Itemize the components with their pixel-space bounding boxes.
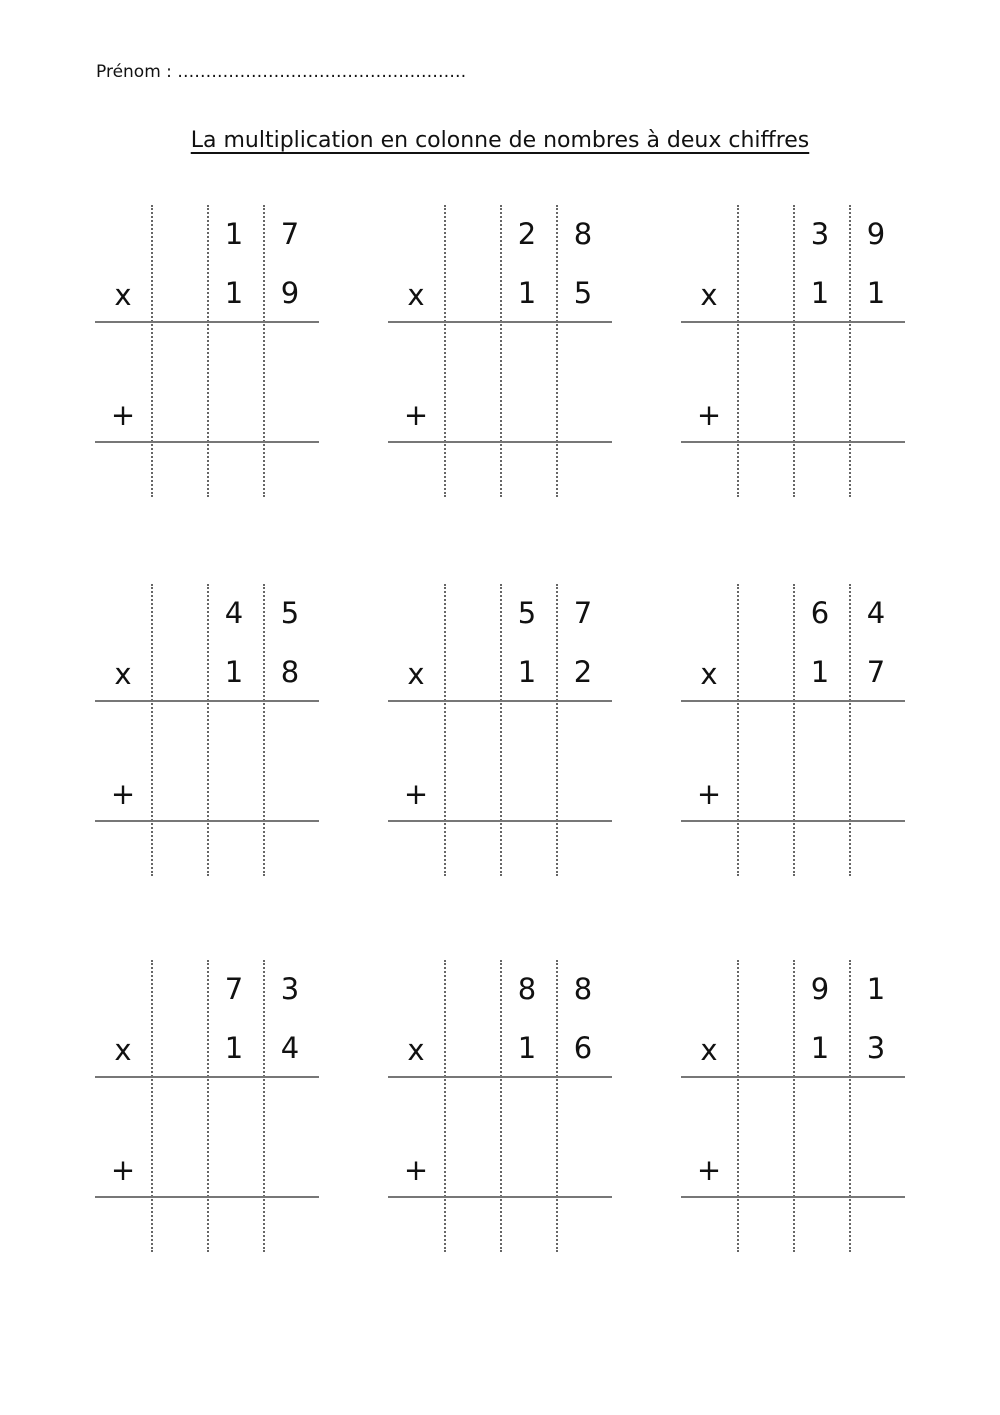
plus-sign: + — [403, 398, 429, 432]
plus-sign: + — [110, 1153, 136, 1187]
operation-rule — [388, 700, 612, 702]
multiplicand-units: 8 — [573, 972, 593, 1006]
times-sign: x — [700, 278, 718, 312]
column-divider — [444, 205, 446, 497]
column-divider — [444, 960, 446, 1252]
plus-sign: + — [110, 398, 136, 432]
multiplier-units: 2 — [573, 655, 593, 689]
column-divider — [737, 960, 739, 1252]
problem-6 — [681, 584, 907, 876]
plus-sign: + — [110, 777, 136, 811]
multiplicand-tens: 1 — [224, 217, 244, 251]
plus-sign: + — [403, 1153, 429, 1187]
multiplicand-units: 7 — [280, 217, 300, 251]
times-sign: x — [407, 1033, 425, 1067]
sum-rule — [681, 1196, 905, 1198]
multiplicand-tens: 3 — [810, 217, 830, 251]
multiplier-units: 9 — [280, 276, 300, 310]
operation-rule — [681, 321, 905, 323]
plus-sign: + — [696, 398, 722, 432]
operation-rule — [388, 321, 612, 323]
worksheet-title: La multiplication en colonne de nombres à deux chiffres — [190, 128, 810, 153]
times-sign: x — [114, 278, 132, 312]
multiplier-tens: 1 — [517, 1031, 537, 1065]
sum-rule — [95, 441, 319, 443]
multiplicand-tens: 5 — [517, 596, 537, 630]
multiplicand-units: 1 — [866, 972, 886, 1006]
column-divider — [151, 584, 153, 876]
problem-2 — [388, 205, 614, 497]
sum-rule — [95, 820, 319, 822]
multiplier-units: 5 — [573, 276, 593, 310]
multiplier-units: 8 — [280, 655, 300, 689]
multiplier-units: 7 — [866, 655, 886, 689]
multiplier-tens: 1 — [224, 276, 244, 310]
multiplicand-units: 5 — [280, 596, 300, 630]
operation-rule — [95, 700, 319, 702]
multiplicand-tens: 6 — [810, 596, 830, 630]
operation-rule — [388, 1076, 612, 1078]
times-sign: x — [700, 1033, 718, 1067]
times-sign: x — [700, 657, 718, 691]
times-sign: x — [114, 1033, 132, 1067]
multiplier-tens: 1 — [224, 1031, 244, 1065]
sum-rule — [388, 820, 612, 822]
sum-rule — [388, 441, 612, 443]
multiplier-units: 4 — [280, 1031, 300, 1065]
multiplier-tens: 1 — [810, 655, 830, 689]
multiplicand-units: 4 — [866, 596, 886, 630]
multiplier-tens: 1 — [517, 655, 537, 689]
column-divider — [151, 960, 153, 1252]
multiplicand-units: 8 — [573, 217, 593, 251]
problem-3 — [681, 205, 907, 497]
multiplier-tens: 1 — [810, 1031, 830, 1065]
problem-5 — [388, 584, 614, 876]
problem-7 — [95, 960, 321, 1252]
multiplier-tens: 1 — [224, 655, 244, 689]
plus-sign: + — [696, 777, 722, 811]
problem-9 — [681, 960, 907, 1252]
multiplier-tens: 1 — [517, 276, 537, 310]
sum-rule — [95, 1196, 319, 1198]
multiplicand-tens: 9 — [810, 972, 830, 1006]
times-sign: x — [407, 657, 425, 691]
sum-rule — [681, 441, 905, 443]
prenom-field-label: Prénom : …………………………………………… — [96, 62, 467, 82]
column-divider — [737, 584, 739, 876]
column-divider — [444, 584, 446, 876]
multiplier-units: 6 — [573, 1031, 593, 1065]
problem-1 — [95, 205, 321, 497]
multiplier-units: 3 — [866, 1031, 886, 1065]
operation-rule — [95, 1076, 319, 1078]
multiplicand-tens: 2 — [517, 217, 537, 251]
multiplicand-tens: 7 — [224, 972, 244, 1006]
plus-sign: + — [696, 1153, 722, 1187]
times-sign: x — [114, 657, 132, 691]
operation-rule — [95, 321, 319, 323]
multiplier-units: 1 — [866, 276, 886, 310]
problem-4 — [95, 584, 321, 876]
column-divider — [151, 205, 153, 497]
multiplicand-units: 9 — [866, 217, 886, 251]
multiplicand-tens: 4 — [224, 596, 244, 630]
column-divider — [737, 205, 739, 497]
operation-rule — [681, 1076, 905, 1078]
multiplier-tens: 1 — [810, 276, 830, 310]
multiplicand-units: 7 — [573, 596, 593, 630]
sum-rule — [388, 1196, 612, 1198]
times-sign: x — [407, 278, 425, 312]
operation-rule — [681, 700, 905, 702]
multiplicand-units: 3 — [280, 972, 300, 1006]
plus-sign: + — [403, 777, 429, 811]
multiplicand-tens: 8 — [517, 972, 537, 1006]
problem-8 — [388, 960, 614, 1252]
sum-rule — [681, 820, 905, 822]
